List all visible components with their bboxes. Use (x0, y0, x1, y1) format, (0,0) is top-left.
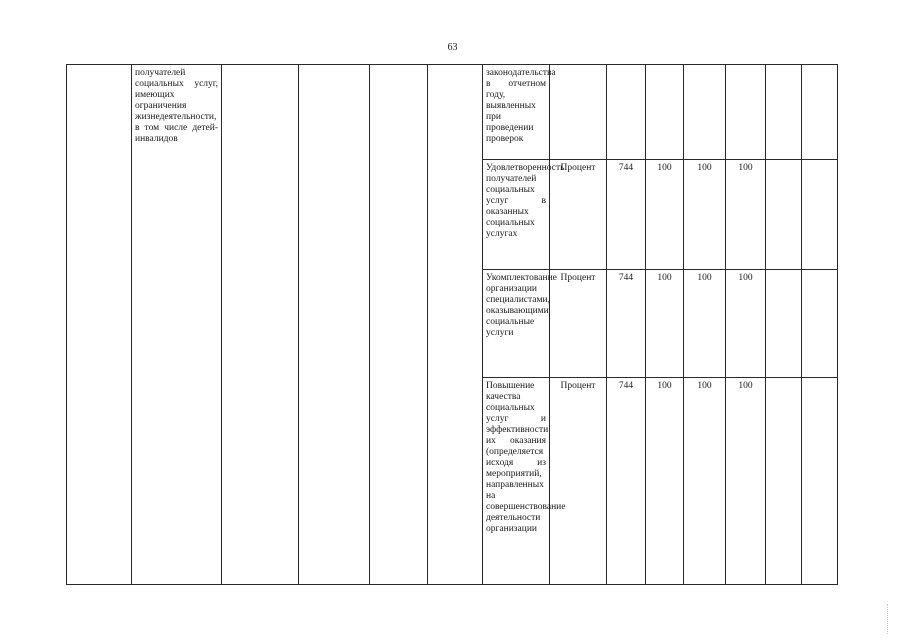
value-cell: 100 (646, 270, 684, 378)
table-cell-empty (766, 378, 802, 585)
table-cell-empty (766, 65, 802, 160)
unit-cell (550, 65, 607, 160)
value-cell: 100 (646, 160, 684, 270)
category-cell: получателей социальных услуг, имеющих ограничения жизнедеятельности, в том числе детей-инвалидов (132, 65, 222, 585)
value-cell: 100 (726, 160, 766, 270)
value-cell: 100 (646, 378, 684, 585)
indicator-cell: законодательства в отчетном году, выявленных при проведении проверок (483, 65, 550, 160)
table-cell-empty (802, 378, 838, 585)
margin-dotted-mark (887, 604, 889, 634)
code-cell: 744 (607, 160, 646, 270)
table-cell-empty (802, 65, 838, 160)
value-cell (726, 65, 766, 160)
page-number: 63 (447, 42, 458, 53)
code-cell (607, 65, 646, 160)
value-cell (684, 65, 726, 160)
unit-cell: Процент (550, 270, 607, 378)
table-cell-empty (370, 65, 428, 585)
value-cell: 100 (684, 270, 726, 378)
table-cell-empty (428, 65, 483, 585)
table-cell-empty (299, 65, 370, 585)
code-cell: 744 (607, 378, 646, 585)
value-cell: 100 (684, 378, 726, 585)
value-cell: 100 (726, 270, 766, 378)
unit-cell: Процент (550, 160, 607, 270)
table-row (67, 65, 838, 160)
table-cell-empty (802, 160, 838, 270)
indicator-cell: Укомплектование организации специалистами, оказывающими социальные услуги (483, 270, 550, 378)
table-cell-empty (222, 65, 299, 585)
value-cell: 100 (684, 160, 726, 270)
value-cell: 100 (726, 378, 766, 585)
indicators-table (66, 64, 838, 585)
indicator-cell: Удовлетворенность получателей социальных услуг в оказанных социальных услугах (483, 160, 550, 270)
table-cell-empty (766, 160, 802, 270)
code-cell: 744 (607, 270, 646, 378)
value-cell (646, 65, 684, 160)
table-cell-empty (67, 65, 132, 585)
table-cell-empty (766, 270, 802, 378)
unit-cell: Процент (550, 378, 607, 585)
table-cell-empty (802, 270, 838, 378)
indicator-cell: Повышение качества социальных услуг и эффективности их оказания (определяется исходя из мероприятий, направленных на совершенствование деятельности организации (483, 378, 550, 585)
